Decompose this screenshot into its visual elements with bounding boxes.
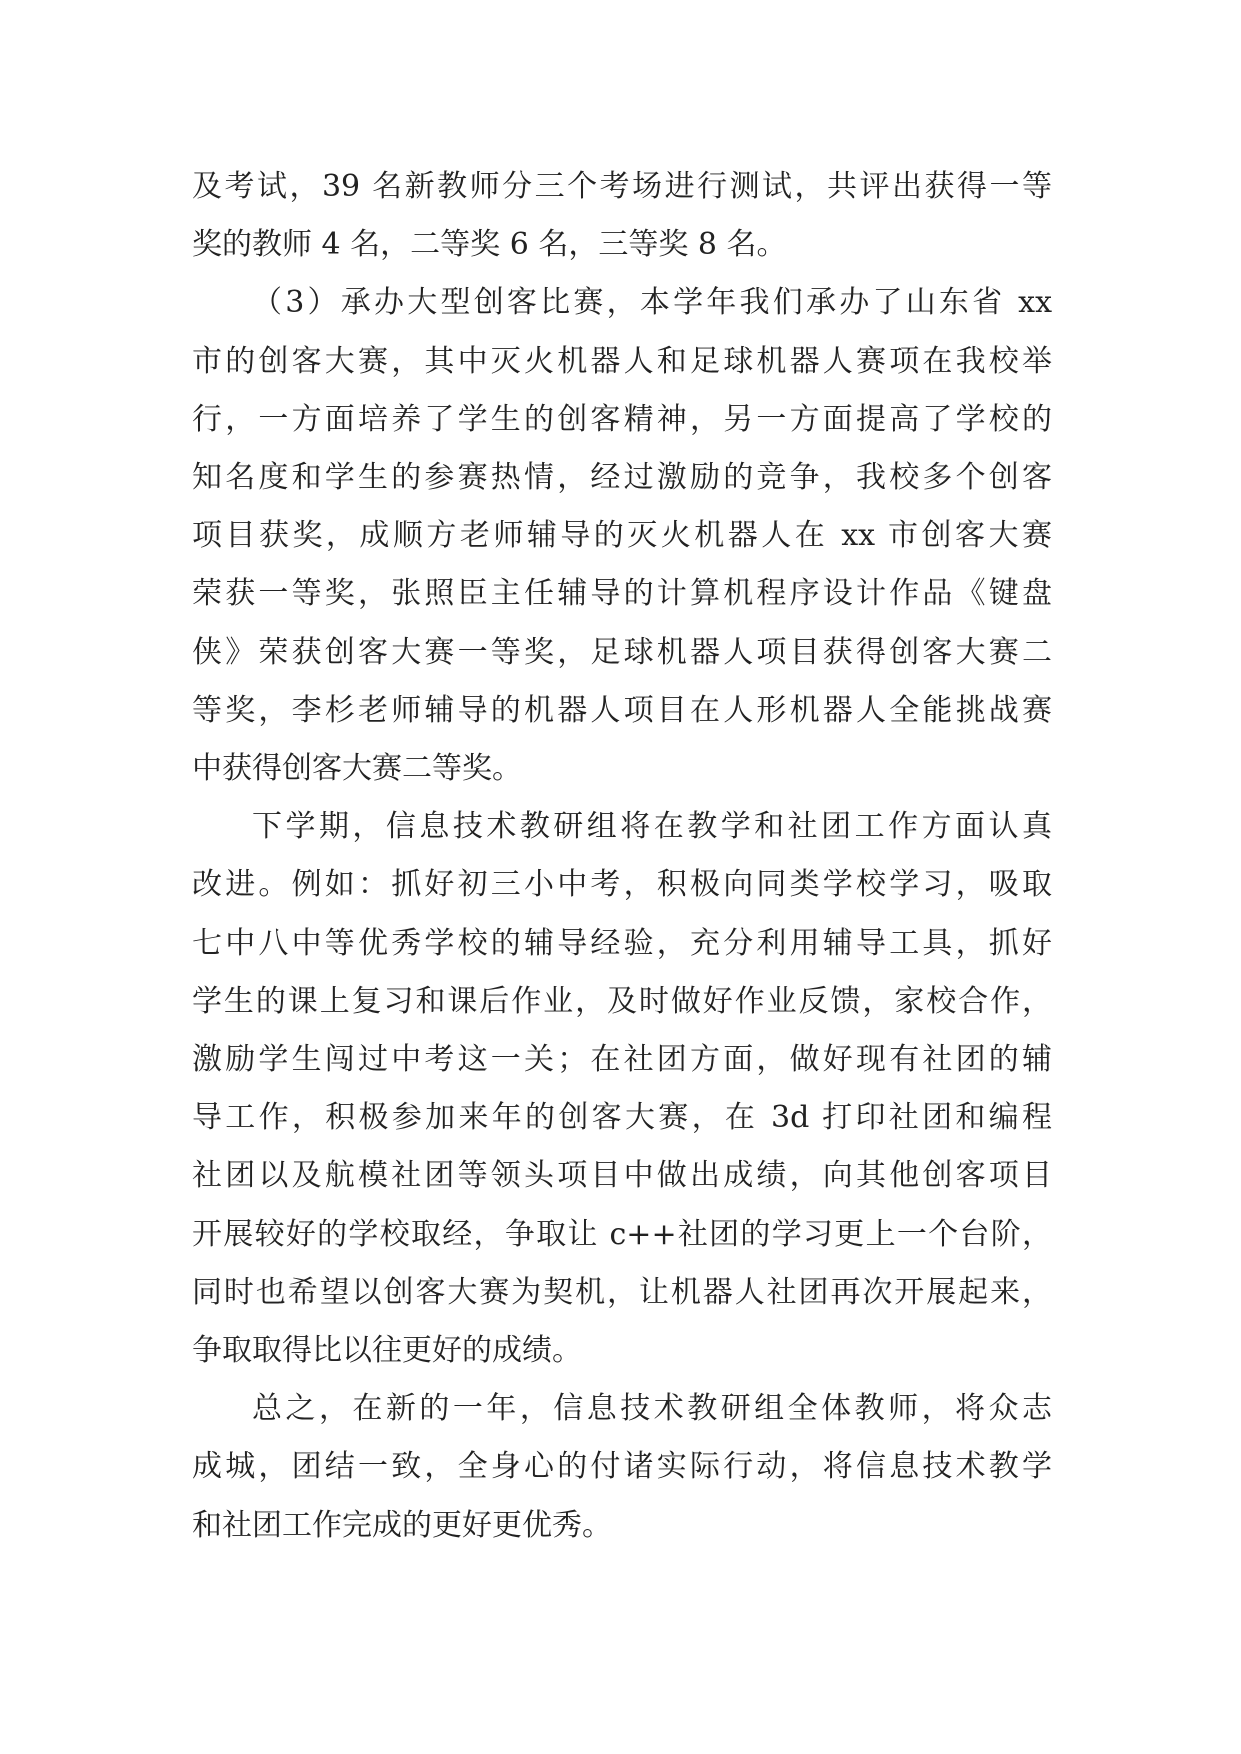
paragraph-line: 导工作，积极参加来年的创客大赛，在 3d 打印社团和编程	[192, 1100, 1052, 1136]
paragraph-line: 开展较好的学校取经，争取让 c++社团的学习更上一个台阶，	[192, 1216, 1052, 1252]
paragraph-exam-results	[192, 158, 1052, 274]
paragraph-line: 侠》荣获创客大赛一等奖，足球机器人项目获得创客大赛二	[192, 634, 1052, 670]
paragraph-line: 项目获奖，成顺方老师辅导的灭火机器人在 xx 市创客大赛	[192, 518, 1052, 554]
paragraph-line: 成城，团结一致，全身心的付诸实际行动，将信息技术教学	[192, 1449, 1052, 1485]
paragraph-line: （3）承办大型创客比赛，本学年我们承办了山东省 xx	[252, 285, 1052, 321]
paragraph-line: 下学期，信息技术教研组将在教学和社团工作方面认真	[252, 809, 1052, 845]
paragraph-line: 争取取得比以往更好的成绩。	[192, 1333, 582, 1369]
paragraph-line: 激励学生闯过中考这一关；在社团方面，做好现有社团的辅	[192, 1042, 1052, 1078]
paragraph-line: 总之，在新的一年，信息技术教研组全体教师，将众志	[252, 1391, 1052, 1427]
paragraph-maker-competition	[192, 274, 1052, 798]
paragraph-line: 奖的教师 4 名，二等奖 6 名，三等奖 8 名。	[192, 227, 787, 263]
paragraph-line: 行，一方面培养了学生的创客精神，另一方面提高了学校的	[192, 401, 1052, 437]
document-body	[192, 158, 1052, 1555]
paragraph-line: 市的创客大赛，其中灭火机器人和足球机器人赛项在我校举	[192, 343, 1052, 379]
paragraph-line: 知名度和学生的参赛热情，经过激励的竞争，我校多个创客	[192, 460, 1052, 496]
paragraph-line: 改进。例如：抓好初三小中考，积极向同类学校学习，吸取	[192, 867, 1052, 903]
paragraph-line: 和社团工作完成的更好更优秀。	[192, 1507, 612, 1543]
paragraph-line: 中获得创客大赛二等奖。	[192, 751, 522, 787]
paragraph-line: 社团以及航模社团等领头项目中做出成绩，向其他创客项目	[192, 1158, 1052, 1194]
paragraph-conclusion	[192, 1380, 1052, 1555]
paragraph-line: 七中八中等优秀学校的辅导经验，充分利用辅导工具，抓好	[192, 925, 1052, 961]
paragraph-line: 同时也希望以创客大赛为契机，让机器人社团再次开展起来，	[192, 1274, 1052, 1310]
paragraph-next-semester	[192, 798, 1052, 1380]
paragraph-line: 荣获一等奖，张照臣主任辅导的计算机程序设计作品《键盘	[192, 576, 1052, 612]
paragraph-line: 等奖，李杉老师辅导的机器人项目在人形机器人全能挑战赛	[192, 692, 1052, 728]
paragraph-line: 学生的课上复习和课后作业，及时做好作业反馈，家校合作，	[192, 983, 1052, 1019]
paragraph-line: 及考试，39 名新教师分三个考场进行测试，共评出获得一等	[192, 169, 1052, 204]
